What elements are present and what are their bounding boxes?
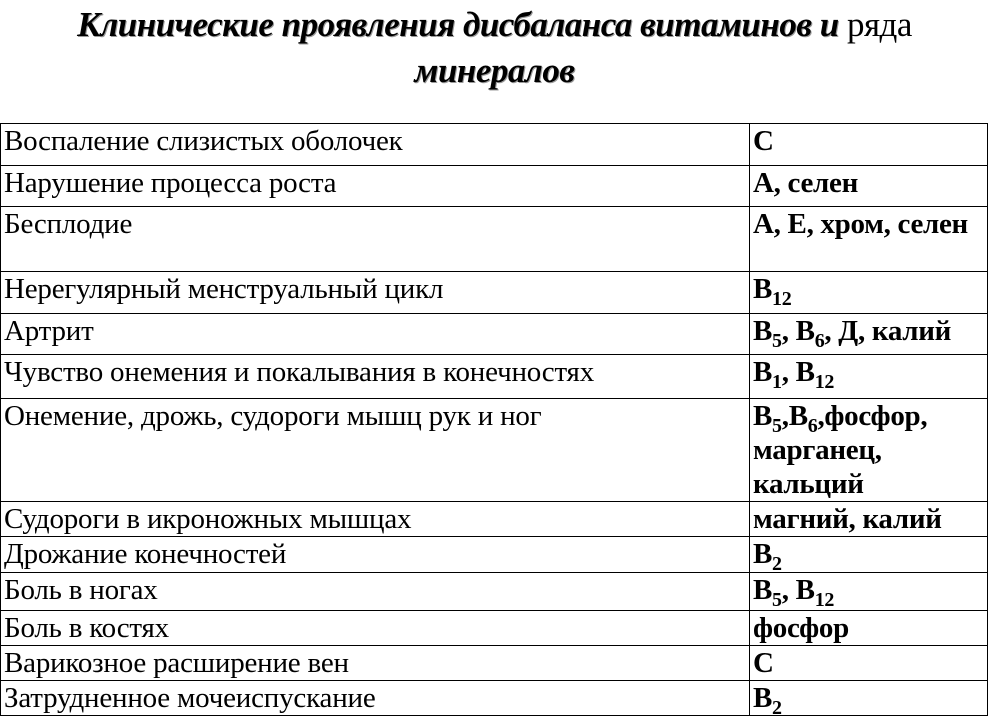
symptom-cell: Дрожание конечностей bbox=[1, 537, 750, 573]
nutrient-subscript: 12 bbox=[814, 371, 835, 393]
nutrient-cell bbox=[750, 314, 988, 355]
symptoms-nutrients-table bbox=[0, 123, 988, 716]
nutrient-cell bbox=[750, 124, 988, 166]
nutrient-cell bbox=[750, 399, 988, 502]
nutrient-subscript: 12 bbox=[814, 589, 835, 611]
symptom-cell: Нарушение процесса роста bbox=[1, 166, 750, 207]
nutrient-cell bbox=[750, 272, 988, 314]
nutrient-text: В bbox=[753, 356, 773, 388]
table-row bbox=[1, 399, 988, 502]
nutrient-subscript: 1 bbox=[772, 371, 782, 393]
nutrient-text: А, селен bbox=[753, 167, 858, 199]
table-row bbox=[1, 502, 988, 537]
nutrient-text: ,фосфор, марганец, кальций bbox=[753, 400, 928, 500]
nutrient-text: магний, калий bbox=[753, 503, 942, 535]
symptom-cell: Онемение, дрожь, судороги мышц рук и ног bbox=[1, 399, 750, 502]
nutrient-subscript: 5 bbox=[772, 589, 782, 611]
page-title bbox=[0, 2, 989, 94]
nutrient-subscript: 2 bbox=[772, 553, 782, 573]
nutrient-text: С bbox=[753, 125, 774, 157]
nutrient-text: В bbox=[753, 273, 773, 305]
nutrient-cell bbox=[750, 681, 988, 716]
nutrient-text: В bbox=[753, 400, 773, 432]
nutrient-subscript: 2 bbox=[772, 697, 782, 716]
table-row bbox=[1, 166, 988, 207]
title-bold-part: Клинические проявления дисбаланса витаминов и bbox=[77, 5, 839, 44]
symptom-cell: Нерегулярный менструальный цикл bbox=[1, 272, 750, 314]
nutrient-subscript: 5 bbox=[772, 415, 782, 437]
nutrient-text: В bbox=[753, 315, 773, 347]
nutrient-cell bbox=[750, 207, 988, 272]
nutrient-subscript: 5 bbox=[772, 330, 782, 352]
table-row bbox=[1, 207, 988, 272]
nutrient-cell bbox=[750, 355, 988, 399]
nutrient-text: фосфор bbox=[753, 612, 849, 644]
symptom-cell: Судороги в икроножных мышцах bbox=[1, 502, 750, 537]
nutrient-cell bbox=[750, 573, 988, 611]
nutrient-cell bbox=[750, 166, 988, 207]
symptom-cell: Чувство онемения и покалывания в конечностях bbox=[1, 355, 750, 399]
nutrient-cell bbox=[750, 537, 988, 573]
table-row bbox=[1, 355, 988, 399]
table-row bbox=[1, 537, 988, 573]
nutrient-text: , Д, калий bbox=[824, 315, 952, 347]
symptom-cell: Боль в ногах bbox=[1, 573, 750, 611]
nutrient-text: В bbox=[753, 574, 773, 606]
nutrient-cell bbox=[750, 502, 988, 537]
title-bold-part-line2: минералов bbox=[414, 51, 575, 90]
nutrient-text: В bbox=[753, 538, 773, 570]
nutrient-text: , В bbox=[781, 356, 815, 388]
title-plain-part: ряда bbox=[846, 5, 912, 44]
nutrient-cell bbox=[750, 646, 988, 681]
nutrient-text: А, Е, хром, селен bbox=[753, 208, 968, 240]
nutrient-text: ,В bbox=[781, 400, 808, 432]
table-row bbox=[1, 314, 988, 355]
table-row bbox=[1, 646, 988, 681]
table-row bbox=[1, 611, 988, 646]
table-body bbox=[1, 124, 988, 716]
nutrient-subscript: 6 bbox=[807, 415, 818, 437]
table-row bbox=[1, 124, 988, 166]
nutrient-cell bbox=[750, 611, 988, 646]
nutrient-subscript: 6 bbox=[814, 330, 825, 352]
table-row bbox=[1, 573, 988, 611]
symptom-cell: Варикозное расширение вен bbox=[1, 646, 750, 681]
nutrient-text: В bbox=[753, 682, 773, 714]
nutrient-text: , В bbox=[781, 574, 815, 606]
table-row bbox=[1, 272, 988, 314]
symptom-cell: Затрудненное мочеиспускание bbox=[1, 681, 750, 716]
symptom-cell: Артрит bbox=[1, 314, 750, 355]
table-row bbox=[1, 681, 988, 716]
nutrient-text: , В bbox=[781, 315, 815, 347]
nutrient-text: С bbox=[753, 647, 774, 679]
symptom-cell: Бесплодие bbox=[1, 207, 750, 272]
symptom-cell: Боль в костях bbox=[1, 611, 750, 646]
nutrient-subscript: 12 bbox=[772, 288, 792, 310]
symptom-cell: Воспаление слизистых оболочек bbox=[1, 124, 750, 166]
